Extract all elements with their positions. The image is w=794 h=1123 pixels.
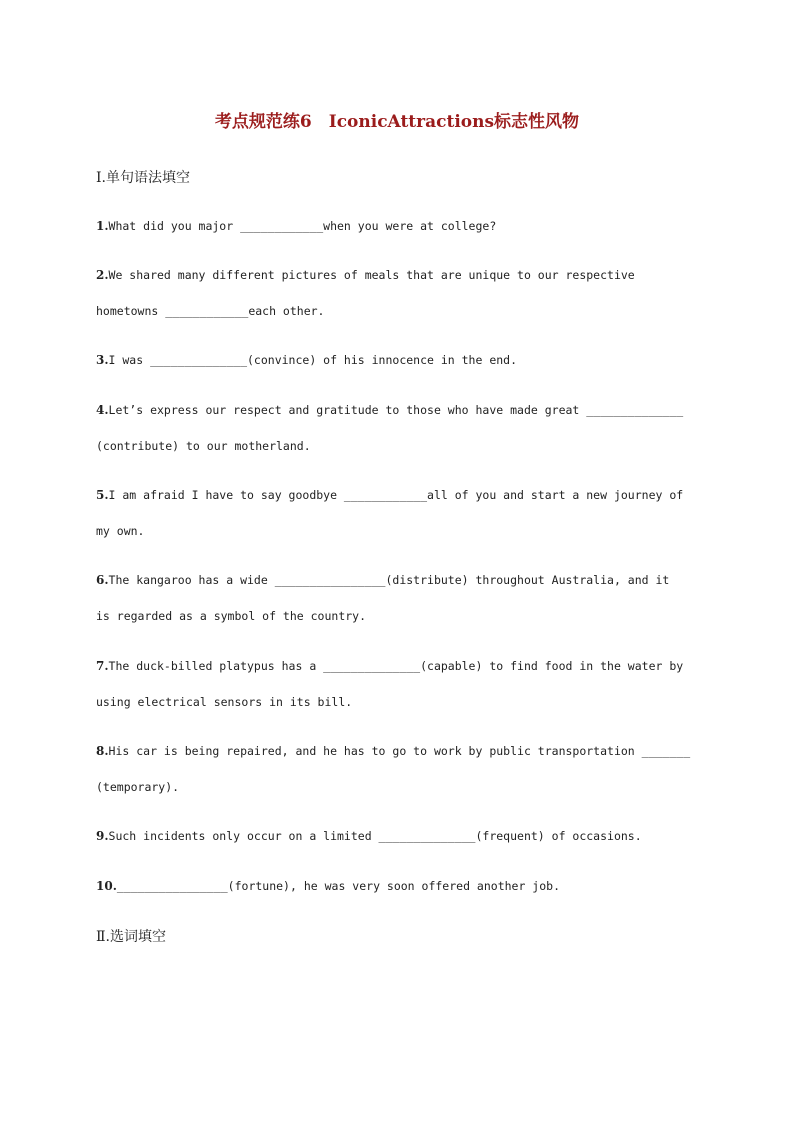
- question-text: ________________(fortune), he was very soon offered another job.: [116, 879, 560, 893]
- question-text: (temporary).: [96, 780, 180, 794]
- section-heading-grammar-fill: Ⅰ.单句语法填空: [96, 170, 190, 186]
- question-text: We shared many different pictures of meals that are unique to our respective: [108, 268, 635, 282]
- question-text: Such incidents only occur on a limited ______________(frequent) of occasions.: [108, 829, 642, 843]
- question-number: 4.: [96, 403, 109, 417]
- question-number: 5.: [96, 488, 109, 502]
- question-4-line-2: [96, 439, 311, 453]
- question-text: I am afraid I have to say goodbye ____________all of you and start a new journey of: [108, 488, 684, 502]
- question-number: 7.: [96, 659, 109, 673]
- question-7-line-2: [96, 695, 352, 709]
- question-2-line-1: [96, 268, 635, 282]
- question-3-line-1: [96, 353, 517, 367]
- question-number: 1.: [96, 219, 109, 233]
- question-text: hometowns ____________each other.: [96, 304, 325, 318]
- question-5-line-2: [96, 524, 144, 538]
- question-5-line-1: [96, 488, 683, 502]
- question-number: 10.: [96, 879, 117, 893]
- page-title: 考点规范练6 IconicAttractions标志性风物: [214, 112, 580, 132]
- question-8-line-1: [96, 744, 690, 758]
- question-text: is regarded as a symbol of the country.: [96, 609, 367, 623]
- question-text: What did you major ____________when you were at college?: [108, 219, 497, 233]
- section-heading-word-choice: Ⅱ.选词填空: [96, 929, 166, 945]
- question-9-line-1: [96, 829, 642, 843]
- question-6-line-1: [96, 573, 669, 587]
- question-number: 3.: [96, 353, 109, 367]
- question-text: Let’s express our respect and gratitude to those who have made great ______________: [108, 403, 684, 417]
- question-text: I was ______________(convince) of his innocence in the end.: [108, 353, 518, 367]
- question-text: His car is being repaired, and he has to go to work by public transportation _______: [108, 744, 691, 758]
- question-text: using electrical sensors in its bill.: [96, 695, 353, 709]
- question-number: 8.: [96, 744, 109, 758]
- question-number: 2.: [96, 268, 109, 282]
- question-text: The kangaroo has a wide ________________(distribute) throughout Australia, and it: [108, 573, 670, 587]
- question-10-line-1: [96, 879, 560, 893]
- question-1-line-1: [96, 219, 496, 233]
- question-number: 6.: [96, 573, 109, 587]
- question-6-line-2: [96, 609, 366, 623]
- question-4-line-1: [96, 403, 683, 417]
- question-8-line-2: [96, 780, 179, 794]
- question-2-line-2: [96, 304, 324, 318]
- question-7-line-1: [96, 659, 683, 673]
- question-text: (contribute) to our motherland.: [96, 439, 311, 453]
- question-text: The duck-billed platypus has a ______________(capable) to find food in the water by: [108, 659, 684, 673]
- question-number: 9.: [96, 829, 109, 843]
- question-text: my own.: [96, 524, 145, 538]
